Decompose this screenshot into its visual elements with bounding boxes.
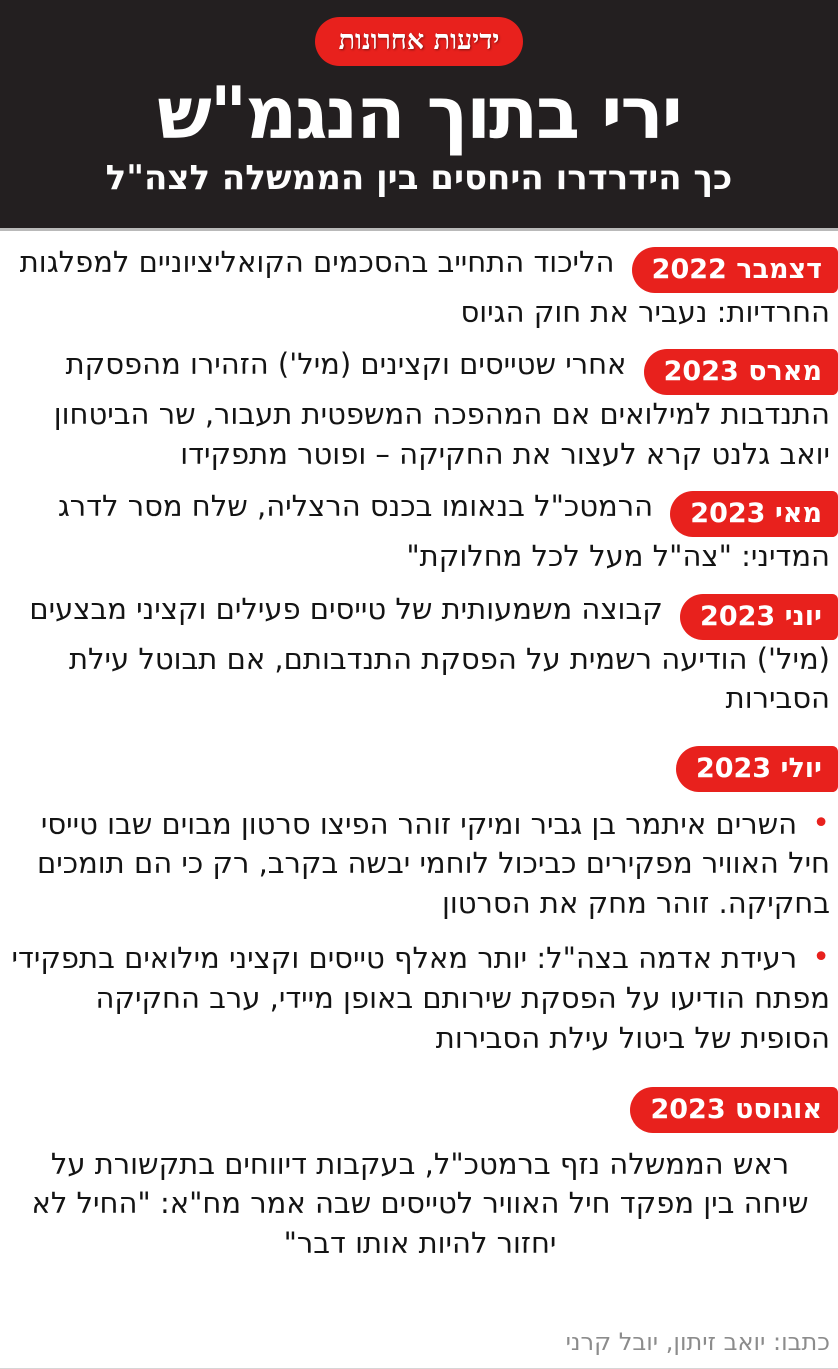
page-title: ירי בתוך הנגמ"ש [157,71,681,155]
timeline-entry-july-2023 [10,742,830,792]
timeline-entry-august-2023 [10,1083,830,1133]
date-badge-march-2023: מארס 2023 [644,349,838,395]
date-badge-december-2022: דצמבר 2022 [632,247,838,293]
july-bullet-item-2 [10,938,830,1058]
date-badge-may-2023: מאי 2023 [670,491,838,537]
entry-text: הרמטכ"ל בנאומו בכנס הרצליה, שלח מסר לדרג המדיני: "צה"ל מעל לכל מחלוקת" [57,489,830,574]
bullet-dot-icon: • [812,805,830,841]
timeline-entry-march-2023 [10,345,830,474]
timeline [0,231,838,1365]
yedioth-logo-badge: ידיעות אחרונות [315,17,524,66]
credit-line: כתבו: יואב זיתון, יובל קרני [565,1328,830,1357]
july-bullet-item-1 [10,804,830,924]
entry-text: הליכוד התחייב בהסכמים הקואליציוניים למפלגות החרדיות: נעביר את חוק הגיוס [19,245,830,329]
timeline-entry-june-2023 [10,590,830,719]
date-badge-june-2023: יוני 2023 [680,594,838,640]
date-badge-august-2023: אוגוסט 2023 [630,1087,838,1133]
timeline-entry-may-2023 [10,487,830,576]
bullet-text: השרים איתמר בן גביר ומיקי זוהר הפיצו סרטון מבוים שבו טייסי חיל האוויר מפקירים כביכול לוחמי יבשה בקרב, רק כי הם תומכים בחקיקה. זוהר מחק את הסרטון [37,806,830,920]
bullet-dot-icon: • [812,940,830,976]
entry-text: אחרי שטייסים וקצינים (מיל') הזהירו מהפסקת התנדבות למילואים אם המהפכה המשפטית תעבור, שר הביטחון יואב גלנט קרא לעצור את החקיקה – ופוטר מתפקידו [53,347,830,471]
page-subtitle: כך הידרדרו היחסים בין הממשלה לצה"ל [105,157,733,198]
date-badge-july-2023: יולי 2023 [676,746,838,792]
entry-text: קבוצה משמעותית של טייסים פעילים וקציני מבצעים (מיל') הודיעה רשמית על הפסקת התנדבותם, אם תבוטל עילת הסבירות [29,591,830,716]
masthead [0,0,838,231]
bullet-text: רעידת אדמה בצה"ל: יותר מאלף טייסים וקציני מילואים בתפקידי מפתח הודיעו על הפסקת שירותם באופן מיידי, ערב החקיקה הסופית של ביטול עילת הסבירות [11,941,830,1055]
timeline-entry-december-2022 [10,243,830,332]
august-entry-text: ראש הממשלה נזף ברמטכ"ל, בעקבות דיווחים בתקשורת על שיחה בין מפקד חיל האוויר לטייסים שבה אמר מח"א: "החיל לא יחזור להיות אותו דבר" [31,1146,809,1260]
